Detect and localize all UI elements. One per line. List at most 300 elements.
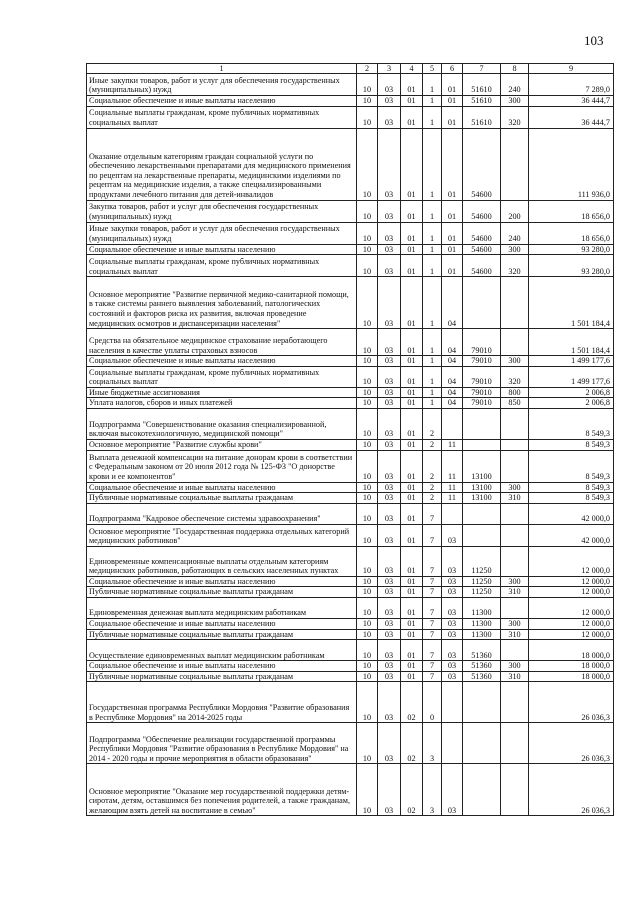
table-header-row <box>87 64 614 74</box>
table-row <box>87 74 614 96</box>
amount-cell: 12 000,0 <box>529 618 614 629</box>
code-cell-4: 01 <box>401 587 423 598</box>
code-cell-6: 03 <box>442 587 463 598</box>
row-name-cell: Основное мероприятие "Развитие первичной медико-санитарной помощи, в также системы раннего выявления заболеваний, патологических состояний и факторов риска их развития, включая проведение медицинских осмотров и диспансеризации населения" <box>87 277 357 329</box>
code-cell-8: 320 <box>501 366 529 387</box>
table-row <box>87 200 614 222</box>
table-row <box>87 366 614 387</box>
code-cell-3: 03 <box>378 546 401 576</box>
table-body <box>87 74 614 816</box>
code-cell-2: 10 <box>357 255 378 277</box>
code-cell-3: 03 <box>378 618 401 629</box>
code-cell-6: 11 <box>442 439 463 450</box>
code-cell-5: 1 <box>423 255 442 277</box>
code-cell-5: 7 <box>423 618 442 629</box>
code-cell-3: 03 <box>378 74 401 96</box>
code-cell-7: 79010 <box>463 398 501 409</box>
code-cell-6: 01 <box>442 106 463 128</box>
code-cell-2: 10 <box>357 682 378 723</box>
amount-cell: 93 280,0 <box>529 244 614 255</box>
code-cell-8: 850 <box>501 398 529 409</box>
code-cell-3: 03 <box>378 329 401 356</box>
code-cell-6: 01 <box>442 128 463 200</box>
table-row <box>87 387 614 398</box>
code-cell-7: 11250 <box>463 576 501 587</box>
amount-cell: 36 444,7 <box>529 106 614 128</box>
amount-cell: 12 000,0 <box>529 576 614 587</box>
code-cell-5: 1 <box>423 387 442 398</box>
row-name-cell: Публичные нормативные социальные выплаты гражданам <box>87 671 357 682</box>
code-cell-8 <box>501 503 529 524</box>
code-cell-4: 01 <box>401 366 423 387</box>
code-cell-5: 1 <box>423 398 442 409</box>
code-cell-4: 01 <box>401 408 423 439</box>
amount-cell: 8 549,3 <box>529 493 614 504</box>
amount-cell: 2 006,8 <box>529 398 614 409</box>
code-cell-8 <box>501 682 529 723</box>
code-cell-6: 01 <box>442 222 463 244</box>
code-cell-8 <box>501 524 529 546</box>
code-cell-3: 03 <box>378 356 401 367</box>
code-cell-2: 10 <box>357 128 378 200</box>
amount-cell: 93 280,0 <box>529 255 614 277</box>
code-cell-3: 03 <box>378 597 401 618</box>
row-name-cell: Иные закупки товаров, работ и услуг для обеспечения государственных (муниципальных) нужд <box>87 74 357 96</box>
code-cell-4: 01 <box>401 329 423 356</box>
code-cell-8: 320 <box>501 255 529 277</box>
code-cell-8 <box>501 277 529 329</box>
table-row <box>87 661 614 672</box>
code-cell-3: 03 <box>378 366 401 387</box>
code-cell-7: 51360 <box>463 661 501 672</box>
row-name-cell: Социальное обеспечение и иные выплаты населению <box>87 96 357 107</box>
code-cell-4: 01 <box>401 640 423 661</box>
code-cell-5: 7 <box>423 587 442 598</box>
code-cell-2: 10 <box>357 546 378 576</box>
code-cell-7 <box>463 277 501 329</box>
code-cell-8 <box>501 450 529 482</box>
code-cell-7: 54600 <box>463 255 501 277</box>
code-cell-4: 01 <box>401 439 423 450</box>
code-cell-5: 1 <box>423 366 442 387</box>
code-cell-3: 03 <box>378 106 401 128</box>
code-cell-6: 03 <box>442 618 463 629</box>
code-cell-6: 01 <box>442 244 463 255</box>
row-name-cell: Публичные нормативные социальные выплаты гражданам <box>87 629 357 640</box>
code-cell-3: 03 <box>378 682 401 723</box>
code-cell-5: 7 <box>423 546 442 576</box>
code-cell-6: 03 <box>442 546 463 576</box>
code-cell-4: 01 <box>401 222 423 244</box>
row-name-cell: Социальное обеспечение и иные выплаты населению <box>87 661 357 672</box>
row-name-cell: Публичные нормативные социальные выплаты гражданам <box>87 493 357 504</box>
code-cell-7 <box>463 439 501 450</box>
header-cell: 3 <box>378 64 401 74</box>
code-cell-5: 1 <box>423 106 442 128</box>
table-row <box>87 356 614 367</box>
row-name-cell: Подпрограмма "Совершенствование оказания специализированной, включая высокотехнологичную, медицинской помощи" <box>87 408 357 439</box>
code-cell-5: 2 <box>423 493 442 504</box>
amount-cell: 18 656,0 <box>529 200 614 222</box>
amount-cell: 8 549,3 <box>529 408 614 439</box>
code-cell-7: 51360 <box>463 640 501 661</box>
code-cell-8 <box>501 764 529 816</box>
code-cell-2: 10 <box>357 74 378 96</box>
code-cell-3: 03 <box>378 439 401 450</box>
code-cell-5: 1 <box>423 96 442 107</box>
code-cell-8: 300 <box>501 576 529 587</box>
code-cell-5: 7 <box>423 661 442 672</box>
code-cell-8: 310 <box>501 493 529 504</box>
code-cell-4: 01 <box>401 503 423 524</box>
table-row <box>87 503 614 524</box>
table-row <box>87 764 614 816</box>
amount-cell: 8 549,3 <box>529 450 614 482</box>
code-cell-7: 51610 <box>463 96 501 107</box>
code-cell-8: 310 <box>501 671 529 682</box>
code-cell-3: 03 <box>378 255 401 277</box>
row-name-cell: Иные бюджетные ассигнования <box>87 387 357 398</box>
code-cell-6 <box>442 682 463 723</box>
code-cell-8: 300 <box>501 96 529 107</box>
code-cell-4: 01 <box>401 244 423 255</box>
row-name-cell: Социальное обеспечение и иные выплаты населению <box>87 244 357 255</box>
row-name-cell: Основное мероприятие "Развитие службы крови" <box>87 439 357 450</box>
header-cell: 6 <box>442 64 463 74</box>
code-cell-6: 03 <box>442 764 463 816</box>
code-cell-6: 01 <box>442 96 463 107</box>
code-cell-4: 01 <box>401 200 423 222</box>
code-cell-2: 10 <box>357 661 378 672</box>
code-cell-3: 03 <box>378 671 401 682</box>
row-name-cell: Выплата денежной компенсации на питание донорам крови в соответствии с Федеральным законом от 20 июля 2012 года № 125-ФЗ "О донорстве крови и ее компонентов" <box>87 450 357 482</box>
code-cell-2: 10 <box>357 629 378 640</box>
table-row <box>87 482 614 493</box>
row-name-cell: Закупка товаров, работ и услуг для обеспечения государственных (муниципальных) нужд <box>87 200 357 222</box>
code-cell-3: 03 <box>378 200 401 222</box>
code-cell-5: 1 <box>423 277 442 329</box>
row-name-cell: Государственная программа Республики Мордовия "Развитие образования в Республике Мордовия" на 2014-2025 годы <box>87 682 357 723</box>
code-cell-7: 13100 <box>463 493 501 504</box>
code-cell-8 <box>501 640 529 661</box>
code-cell-5: 2 <box>423 439 442 450</box>
table-row <box>87 546 614 576</box>
code-cell-6: 11 <box>442 450 463 482</box>
code-cell-6: 03 <box>442 629 463 640</box>
code-cell-5: 1 <box>423 222 442 244</box>
code-cell-8 <box>501 329 529 356</box>
amount-cell: 18 000,0 <box>529 661 614 672</box>
code-cell-8 <box>501 597 529 618</box>
header-cell: 1 <box>87 64 357 74</box>
table-row <box>87 671 614 682</box>
code-cell-2: 10 <box>357 503 378 524</box>
code-cell-8: 300 <box>501 661 529 672</box>
code-cell-8 <box>501 439 529 450</box>
code-cell-6: 04 <box>442 356 463 367</box>
code-cell-3: 03 <box>378 128 401 200</box>
code-cell-8: 310 <box>501 629 529 640</box>
code-cell-2: 10 <box>357 482 378 493</box>
code-cell-2: 10 <box>357 96 378 107</box>
row-name-cell: Социальные выплаты гражданам, кроме публичных нормативных социальных выплат <box>87 255 357 277</box>
code-cell-5: 1 <box>423 128 442 200</box>
budget-table <box>86 63 614 816</box>
code-cell-4: 01 <box>401 661 423 672</box>
code-cell-3: 03 <box>378 408 401 439</box>
code-cell-8: 240 <box>501 74 529 96</box>
code-cell-7 <box>463 408 501 439</box>
amount-cell: 7 289,0 <box>529 74 614 96</box>
code-cell-7: 11300 <box>463 629 501 640</box>
table-row <box>87 640 614 661</box>
code-cell-4: 01 <box>401 255 423 277</box>
table-row <box>87 244 614 255</box>
code-cell-6: 11 <box>442 482 463 493</box>
row-name-cell: Социальное обеспечение и иные выплаты населению <box>87 482 357 493</box>
code-cell-4: 01 <box>401 398 423 409</box>
code-cell-5: 7 <box>423 524 442 546</box>
table-row <box>87 128 614 200</box>
code-cell-2: 10 <box>357 671 378 682</box>
code-cell-4: 01 <box>401 482 423 493</box>
code-cell-2: 10 <box>357 723 378 764</box>
table-row <box>87 576 614 587</box>
code-cell-4: 01 <box>401 546 423 576</box>
code-cell-6: 03 <box>442 524 463 546</box>
amount-cell: 42 000,0 <box>529 524 614 546</box>
code-cell-5: 1 <box>423 74 442 96</box>
row-name-cell: Социальное обеспечение и иные выплаты населению <box>87 356 357 367</box>
table-row <box>87 277 614 329</box>
amount-cell: 1 499 177,6 <box>529 356 614 367</box>
header-cell: 5 <box>423 64 442 74</box>
code-cell-2: 10 <box>357 398 378 409</box>
row-name-cell: Оказание отдельным категориям граждан социальной услуги по обеспечению лекарственными препаратами для медицинского применения по рецептам на лекарственные препараты, медицинскими изделиями по рецептам на медицинские изделия, а также специализированными продуктами лечебного питания для детей-инвалидов <box>87 128 357 200</box>
amount-cell: 26 036,3 <box>529 764 614 816</box>
code-cell-3: 03 <box>378 398 401 409</box>
code-cell-8: 200 <box>501 200 529 222</box>
code-cell-5: 1 <box>423 200 442 222</box>
code-cell-7: 54600 <box>463 244 501 255</box>
code-cell-5: 1 <box>423 356 442 367</box>
code-cell-2: 10 <box>357 387 378 398</box>
code-cell-3: 03 <box>378 576 401 587</box>
row-name-cell: Публичные нормативные социальные выплаты гражданам <box>87 587 357 598</box>
code-cell-7: 54600 <box>463 200 501 222</box>
code-cell-7: 11250 <box>463 587 501 598</box>
code-cell-3: 03 <box>378 640 401 661</box>
code-cell-5: 2 <box>423 482 442 493</box>
code-cell-3: 03 <box>378 482 401 493</box>
code-cell-5: 0 <box>423 682 442 723</box>
code-cell-6 <box>442 503 463 524</box>
code-cell-2: 10 <box>357 640 378 661</box>
table-row <box>87 408 614 439</box>
header-cell: 7 <box>463 64 501 74</box>
amount-cell: 1 501 184,4 <box>529 329 614 356</box>
table-row <box>87 682 614 723</box>
code-cell-8: 320 <box>501 106 529 128</box>
row-name-cell: Уплата налогов, сборов и иных платежей <box>87 398 357 409</box>
code-cell-2: 10 <box>357 587 378 598</box>
code-cell-8: 800 <box>501 387 529 398</box>
code-cell-7: 11250 <box>463 546 501 576</box>
code-cell-3: 03 <box>378 587 401 598</box>
amount-cell: 36 444,7 <box>529 96 614 107</box>
code-cell-3: 03 <box>378 222 401 244</box>
code-cell-2: 10 <box>357 200 378 222</box>
code-cell-7 <box>463 682 501 723</box>
code-cell-4: 01 <box>401 618 423 629</box>
code-cell-6 <box>442 723 463 764</box>
code-cell-6: 01 <box>442 74 463 96</box>
amount-cell: 2 006,8 <box>529 387 614 398</box>
code-cell-5: 1 <box>423 329 442 356</box>
table-row <box>87 618 614 629</box>
code-cell-4: 01 <box>401 387 423 398</box>
amount-cell: 12 000,0 <box>529 597 614 618</box>
table-row <box>87 493 614 504</box>
code-cell-6: 03 <box>442 671 463 682</box>
code-cell-7: 13100 <box>463 450 501 482</box>
code-cell-4: 01 <box>401 277 423 329</box>
header-cell: 4 <box>401 64 423 74</box>
code-cell-7: 51610 <box>463 74 501 96</box>
row-name-cell: Средства на обязательное медицинское страхование неработающего населения в качестве уплаты страховых взносов <box>87 329 357 356</box>
code-cell-4: 01 <box>401 128 423 200</box>
code-cell-5: 7 <box>423 671 442 682</box>
code-cell-7: 54600 <box>463 128 501 200</box>
amount-cell: 18 000,0 <box>529 671 614 682</box>
row-name-cell: Подпрограмма "Кадровое обеспечение системы здравоохранения" <box>87 503 357 524</box>
code-cell-4: 01 <box>401 524 423 546</box>
table-row <box>87 450 614 482</box>
code-cell-6: 04 <box>442 277 463 329</box>
code-cell-4: 02 <box>401 764 423 816</box>
code-cell-3: 03 <box>378 387 401 398</box>
code-cell-7: 79010 <box>463 366 501 387</box>
code-cell-8 <box>501 723 529 764</box>
code-cell-7: 79010 <box>463 329 501 356</box>
code-cell-2: 10 <box>357 106 378 128</box>
header-cell: 2 <box>357 64 378 74</box>
row-name-cell: Иные закупки товаров, работ и услуг для обеспечения государственных (муниципальных) нужд <box>87 222 357 244</box>
code-cell-6: 04 <box>442 329 463 356</box>
code-cell-3: 03 <box>378 493 401 504</box>
amount-cell: 1 501 184,4 <box>529 277 614 329</box>
code-cell-2: 10 <box>357 439 378 450</box>
code-cell-4: 02 <box>401 682 423 723</box>
code-cell-5: 7 <box>423 503 442 524</box>
code-cell-2: 10 <box>357 329 378 356</box>
code-cell-3: 03 <box>378 661 401 672</box>
code-cell-7 <box>463 524 501 546</box>
table-row <box>87 629 614 640</box>
code-cell-3: 03 <box>378 723 401 764</box>
table-row <box>87 524 614 546</box>
code-cell-2: 10 <box>357 450 378 482</box>
code-cell-2: 10 <box>357 244 378 255</box>
code-cell-5: 2 <box>423 450 442 482</box>
code-cell-3: 03 <box>378 450 401 482</box>
table-row <box>87 106 614 128</box>
row-name-cell: Социальные выплаты гражданам, кроме публичных нормативных социальных выплат <box>87 366 357 387</box>
amount-cell: 8 549,3 <box>529 482 614 493</box>
code-cell-2: 10 <box>357 764 378 816</box>
code-cell-4: 01 <box>401 597 423 618</box>
code-cell-5: 7 <box>423 576 442 587</box>
code-cell-8: 300 <box>501 244 529 255</box>
table-row <box>87 255 614 277</box>
code-cell-5: 2 <box>423 408 442 439</box>
code-cell-6: 03 <box>442 576 463 587</box>
code-cell-4: 01 <box>401 106 423 128</box>
amount-cell: 18 656,0 <box>529 222 614 244</box>
row-name-cell: Осуществление единовременных выплат медицинским работникам <box>87 640 357 661</box>
code-cell-2: 10 <box>357 524 378 546</box>
amount-cell: 18 000,0 <box>529 640 614 661</box>
code-cell-8 <box>501 128 529 200</box>
code-cell-4: 01 <box>401 576 423 587</box>
code-cell-3: 03 <box>378 96 401 107</box>
table-row <box>87 96 614 107</box>
header-cell: 8 <box>501 64 529 74</box>
code-cell-8: 310 <box>501 587 529 598</box>
code-cell-7: 79010 <box>463 387 501 398</box>
row-name-cell: Единовременные компенсационные выплаты отдельным категориям медицинских работников, работающих в сельских населенных пунктах <box>87 546 357 576</box>
code-cell-3: 03 <box>378 244 401 255</box>
code-cell-7 <box>463 764 501 816</box>
code-cell-6: 11 <box>442 493 463 504</box>
code-cell-5: 3 <box>423 723 442 764</box>
code-cell-7: 54600 <box>463 222 501 244</box>
budget-table-container <box>86 63 613 816</box>
amount-cell: 111 936,0 <box>529 128 614 200</box>
code-cell-3: 03 <box>378 503 401 524</box>
code-cell-4: 01 <box>401 493 423 504</box>
row-name-cell: Социальное обеспечение и иные выплаты населению <box>87 618 357 629</box>
code-cell-7: 13100 <box>463 482 501 493</box>
code-cell-2: 10 <box>357 493 378 504</box>
code-cell-2: 10 <box>357 277 378 329</box>
code-cell-5: 7 <box>423 629 442 640</box>
code-cell-4: 01 <box>401 450 423 482</box>
code-cell-4: 01 <box>401 96 423 107</box>
page-number: 103 <box>584 33 604 48</box>
code-cell-6: 01 <box>442 255 463 277</box>
table-row <box>87 597 614 618</box>
amount-cell: 12 000,0 <box>529 587 614 598</box>
table-row <box>87 439 614 450</box>
code-cell-2: 10 <box>357 576 378 587</box>
row-name-cell: Социальное обеспечение и иные выплаты населению <box>87 576 357 587</box>
code-cell-6 <box>442 408 463 439</box>
amount-cell: 26 036,3 <box>529 723 614 764</box>
amount-cell: 12 000,0 <box>529 546 614 576</box>
code-cell-7: 79010 <box>463 356 501 367</box>
code-cell-2: 10 <box>357 222 378 244</box>
code-cell-3: 03 <box>378 764 401 816</box>
code-cell-6: 04 <box>442 366 463 387</box>
table-row <box>87 222 614 244</box>
row-name-cell: Социальные выплаты гражданам, кроме публичных нормативных социальных выплат <box>87 106 357 128</box>
code-cell-2: 10 <box>357 408 378 439</box>
code-cell-3: 03 <box>378 629 401 640</box>
code-cell-4: 01 <box>401 356 423 367</box>
header-cell: 9 <box>529 64 614 74</box>
code-cell-5: 1 <box>423 244 442 255</box>
